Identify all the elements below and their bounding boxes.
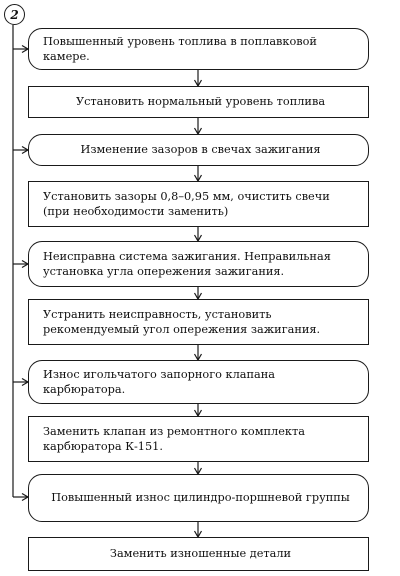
step-number-badge: 2 bbox=[4, 4, 25, 25]
condition-box-4: Износ игольчатого запорного клапана карбюратора. bbox=[28, 360, 369, 404]
condition-box-5: Повышенный износ цилиндро-поршневой группы bbox=[28, 474, 369, 522]
condition-box-3: Неисправна система зажигания. Неправильная установка угла опережения зажигания. bbox=[28, 241, 369, 287]
action-box-4: Заменить клапан из ремонтного комплекта карбюратора К-151. bbox=[28, 416, 369, 462]
action-box-3: Устранить неисправность, установить рекомендуемый угол опережения зажигания. bbox=[28, 299, 369, 345]
condition-box-2: Изменение зазоров в свечах зажигания bbox=[28, 134, 369, 166]
condition-box-1: Повышенный уровень топлива в поплавковой камере. bbox=[28, 28, 369, 70]
action-box-5: Заменить изношенные детали bbox=[28, 537, 369, 571]
action-box-2: Установить зазоры 0,8–0,95 мм, очистить свечи (при необходимости заменить) bbox=[28, 181, 369, 227]
action-box-1: Установить нормальный уровень топлива bbox=[28, 86, 369, 118]
